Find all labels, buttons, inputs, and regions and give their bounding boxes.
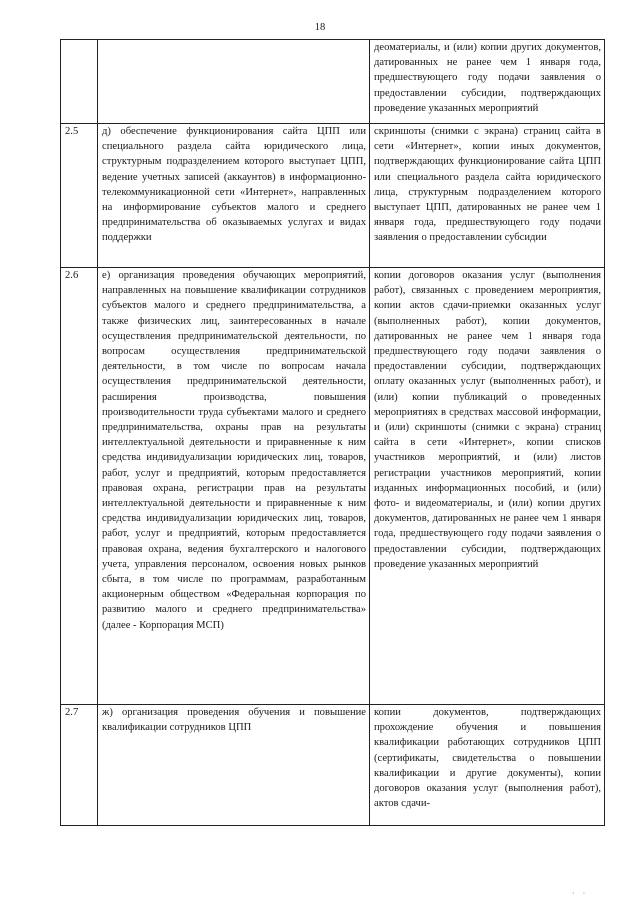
row-number-cell [61,40,98,124]
documents-cell [370,124,605,268]
activity-text: ж) организация проведения обучения и повышение квалификации сотрудников ЦПП [102,707,366,734]
table-row [61,268,605,705]
activity-text: д) обеспечение функционирования сайта ЦПП или специального раздела сайта юридического лица, структурным подразделением которого выступает ЦПП, ведение учетных записей (аккаунтов) в информационно-телекоммуникационной сети «Интернет», направленных на информирование субъектов малого и среднего предпринимательства об оказываемых услугах и видах поддержки [102,126,366,244]
scan-artifact: · · [572,889,589,898]
table-row [61,40,605,124]
activity-cell [98,40,370,124]
row-number: 2.6 [65,270,79,281]
row-number: 2.7 [65,707,79,718]
documents-table [60,39,605,826]
documents-text: деоматериалы, и (или) копии других документов, датированных не ранее чем 1 января года, предшествующего году подачи заявления о предоставлении субсидии, подтверждающих проведение указанных мероприятий [374,42,601,114]
row-number-cell [61,705,98,826]
table-row [61,124,605,268]
documents-cell [370,268,605,705]
activity-cell [98,268,370,705]
activity-text: е) организация проведения обучающих мероприятий, направленных на повышение квалификации сотрудников субъектов малого и среднего предпринимательства, а также физических лиц, заинтересованных в начале осуществления предпринимательской деятельности, по вопросам осуществления предпринимательской деятельности, в том числе по вопросам начала осуществления предпринимательской деятельности, расширения производства, повышения производительности труда субъектами малого и среднего предпринимательства, охраны прав на результаты интеллектуальной деятельности и приравненные к ним средства индивидуализации юридических лиц, товаров, работ, услуг и предприятий, которым предоставляется правовая охрана, регистрации прав на результаты интеллектуальной деятельности и приравненные к ним средства индивидуализации юридических лиц, товаров, работ, услуг и предприятий, которым предоставляется правовая охрана, ведения бухгалтерского и налогового учета, управления персоналом, освоения новых рынков сбыта, в том числе по программам, разработанным акционерным обществом «Федеральная корпорация по развитию малого и среднего предпринимательства» (далее - Корпорация МСП) [102,270,366,631]
activity-cell [98,124,370,268]
activity-cell [98,705,370,826]
documents-text: копии договоров оказания услуг (выполнения работ), связанных с проведением мероприятия, копии актов сдачи-приемки оказанных услуг (выполненных работ), копии документов, датированных не ранее чем 1 января года предшествующего году подачи заявления о предоставлении субсидии, подтверждающих оплату оказанных услуг (выполненных работ), и (или) копии публикаций о проведенных мероприятиях в средствах массовой информации, и (или) скриншоты (снимки с экрана) страниц сайта в сети «Интернет», копии списков участников мероприятий, и (или) листов регистрации участников мероприятий, копии изданных информационных пособий, и (или) фото- и видеоматериалы, и (или) копии других документов, датированных не ранее чем 1 января года, предшествующего году подачи заявления о предоставлении субсидии, подтверждающих проведение указанных мероприятий [374,270,601,570]
table-row [61,705,605,826]
documents-cell [370,40,605,124]
row-number: 2.5 [65,126,79,137]
documents-text: скриншоты (снимки с экрана) страниц сайта в сети «Интернет», копии иных документов, подтверждающих функционирование сайта ЦПП или специального раздела сайта юридического лица, структурным подразделением которого выступает ЦПП, датированных не ранее чем 1 января года, предшествующего году подачи заявления о предоставлении субсидии [374,126,601,244]
documents-cell [370,705,605,826]
row-number-cell [61,124,98,268]
documents-text: копии документов, подтверждающих прохождение обучения и повышения квалификации работающих сотрудников ЦПП (сертификаты, свидетельства о повышении квалификации и другие документы), копии договоров оказания услуг (выполнения работ), актов сдачи- [374,707,601,810]
page-number: 18 [314,22,326,33]
row-number-cell [61,268,98,705]
